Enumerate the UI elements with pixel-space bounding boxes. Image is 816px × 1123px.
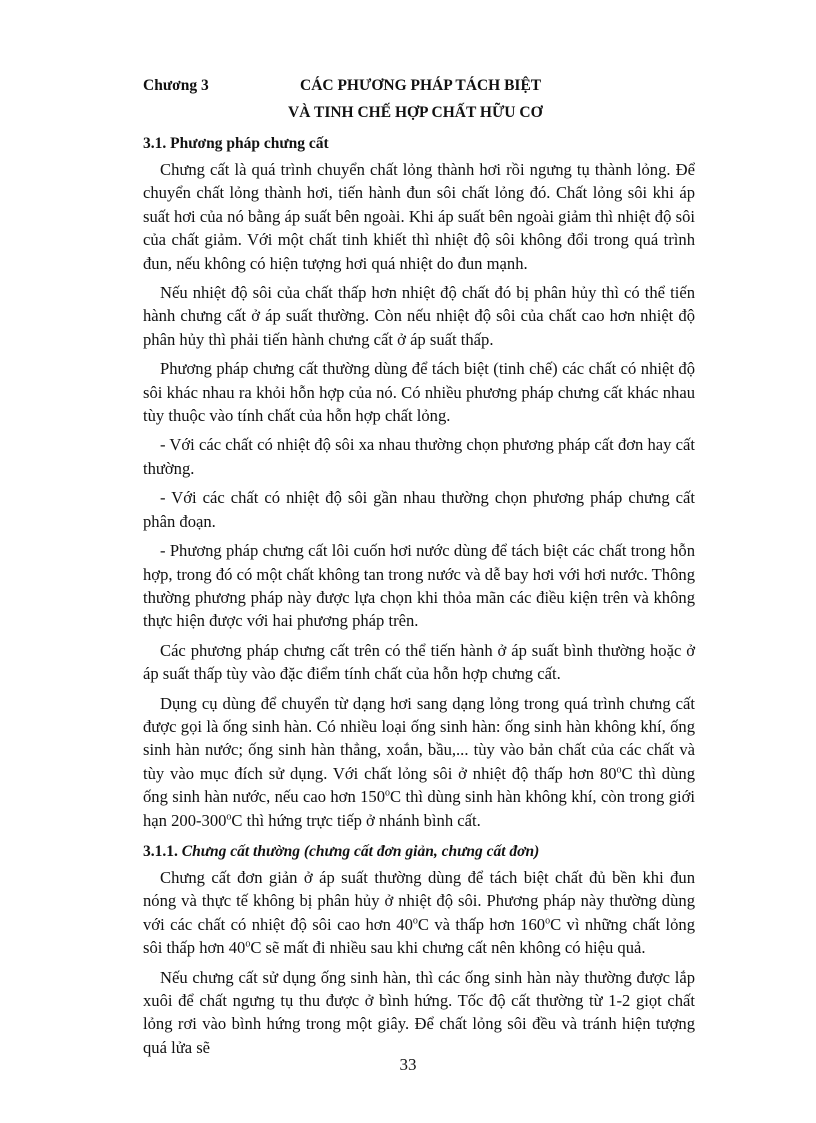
- paragraph: Các phương pháp chưng cất trên có thể tiến hành ở áp suất bình thường hoặc ở áp suất thấp tùy vào đặc điểm tính chất của hỗn hợp chưng cất.: [143, 640, 695, 684]
- section-heading-3-1-1: [143, 838, 695, 866]
- text-run: C sẽ mất đi nhiều sau khi chưng cất nên không có hiệu quả.: [250, 938, 646, 958]
- text-run: C vì những chất lỏng sôi thấp hơn 40: [143, 914, 696, 958]
- chapter-label: Chương 3: [143, 77, 209, 94]
- paragraph: Phương pháp chưng cất thường dùng để tách biệt (tinh chế) các chất có nhiệt độ sôi khác nhau ra khỏi hỗn hợp của nó. Có nhiều phương pháp chưng cất khác nhau tùy thuộc vào tính chất của hỗn hợp chất lỏng.: [143, 359, 695, 426]
- page-number: 33: [399, 1055, 417, 1074]
- text-run: C thì dùng sinh hàn không khí, còn trong giới hạn 200-300: [143, 787, 695, 830]
- section-title: Chưng cất thường (chưng cất đơn giản, chưng cất đơn): [181, 842, 540, 860]
- text-run: Chưng cất đơn giản ở áp suất thường dùng để tách biệt chất đủ bền khi đun nóng và thực tế không bị phân hủy ở nhiệt độ sôi. Phương pháp này thường dùng với các chất có nhiệt độ sôi cao hơn 40: [143, 867, 695, 934]
- degree-superscript: o: [616, 764, 622, 776]
- list-item-paragraph: - Với các chất có nhiệt độ sôi xa nhau thường chọn phương pháp cất đơn hay cất thường.: [143, 435, 695, 478]
- paragraph: Nếu chưng cất sử dụng ống sinh hàn, thì các ống sinh hàn này thường được lắp xuôi để chất ngưng tụ thu được ở bình hứng. Tốc độ cất thường từ 1-2 giọt chất lỏng rơi vào bình hứng trong một giây. Để chất lỏng sôi đều và tránh hiện tượng quá lửa sẽ: [143, 967, 695, 1057]
- text-run: C thì hứng trực tiếp ở nhánh bình cất.: [231, 810, 481, 830]
- text-run: C thì dùng ống sinh hàn nước, nếu cao hơn 150: [143, 763, 695, 807]
- paragraph: Chưng cất là quá trình chuyển chất lỏng thành hơi rồi ngưng tụ thành lỏng. Để chuyển chất lỏng thành hơi, tiến hành đun sôi chất lỏng đó. Chất lỏng sôi khi áp suất hơi của nó bằng áp suất bên ngoài. Khi áp suất bên ngoài giảm thì nhiệt độ sôi của chất giảm. Với một chất tinh khiết thì nhiệt độ sôi không đổi trong quá trình đun, nếu không có hiện tượng hơi quá nhiệt do đun mạnh.: [143, 160, 695, 273]
- paragraph-condensers: [143, 692, 695, 832]
- chapter-title-line-1: CÁC PHƯƠNG PHÁP TÁCH BIỆT: [300, 77, 542, 94]
- paragraph-simple-distillation: [143, 866, 695, 960]
- degree-superscript: o: [545, 915, 551, 927]
- text-run: C và thấp hơn 160: [417, 914, 546, 934]
- chapter-title-line-2: VÀ TINH CHẾ HỢP CHẤT HỮU CƠ: [288, 104, 543, 121]
- list-item-paragraph: - Phương pháp chưng cất lôi cuốn hơi nước dùng để tách biệt các chất trong hỗn hợp, trong đó có một chất không tan trong nước và dễ bay hơi với hơi nước. Thông thường phương pháp này được lựa chọn khi thỏa mãn các điều kiện trên và không thực hiện được với hai phương pháp trên.: [143, 541, 695, 631]
- paragraph: Nếu nhiệt độ sôi của chất thấp hơn nhiệt độ chất đó bị phân hủy thì có thể tiến hành chưng cất ở áp suất thường. Còn nếu nhiệt độ sôi của chất cao hơn nhiệt độ phân hủy thì phải tiến hành chưng cất ở áp suất thấp.: [143, 283, 695, 349]
- degree-superscript: o: [245, 938, 251, 950]
- degree-superscript: o: [226, 811, 232, 823]
- list-item-paragraph: - Với các chất có nhiệt độ sôi gần nhau thường chọn phương pháp chưng cất phân đoạn.: [143, 488, 695, 531]
- section-heading-3-1: 3.1. Phương pháp chưng cất: [143, 135, 329, 152]
- page-body: [143, 130, 695, 1065]
- degree-superscript: o: [412, 915, 418, 927]
- degree-superscript: o: [385, 787, 391, 799]
- section-number: 3.1.1.: [143, 842, 178, 860]
- text-run: Dụng cụ dùng để chuyển từ dạng hơi sang dạng lỏng trong quá trình chưng cất được gọi là ống sinh hàn. Có nhiều loại ống sinh hàn: ống sinh hàn không khí, ống sinh hàn nước; ống sinh hàn thẳng, xoắn, bầu,... tùy vào bản chất của các chất và tùy vào mục đích sử dụng. Với chất lỏng sôi ở nhiệt độ thấp hơn 80: [143, 693, 695, 783]
